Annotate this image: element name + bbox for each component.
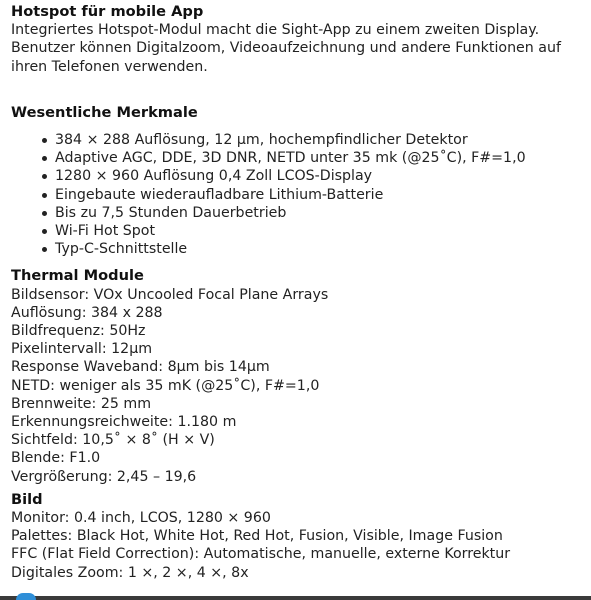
thermal-spec-line: NETD: weniger als 35 mK (@25˚C), F#=1,0 xyxy=(11,377,320,394)
thermal-spec-line: Response Waveband: 8μm bis 14μm xyxy=(11,359,270,376)
features-list-item: 384 × 288 Auflösung, 12 μm, hochempfindlicher Detektor xyxy=(55,131,583,149)
bild-spec-line: Palettes: Black Hot, White Hot, Red Hot, Fusion, Visible, Image Fusion xyxy=(11,528,503,545)
bild-spec-line: FFC (Flat Field Correction): Automatische, manuelle, externe Korrektur xyxy=(11,546,511,563)
bottom-bar xyxy=(0,596,591,600)
bild-heading: Bild xyxy=(11,490,43,508)
features-list-item: Wi-Fi Hot Spot xyxy=(55,222,583,240)
thermal-spec-line: Blende: F1.0 xyxy=(11,450,101,467)
features-list xyxy=(11,131,583,258)
thermal-spec-line: Brennweite: 25 mm xyxy=(11,395,152,412)
chat-widget-icon[interactable] xyxy=(16,593,36,600)
thermal-spec-line: Vergrößerung: 2,45 – 19,6 xyxy=(11,468,197,485)
thermal-spec-line: Auflösung: 384 x 288 xyxy=(11,304,163,321)
features-list-item: 1280 × 960 Auflösung 0,4 Zoll LCOS-Display xyxy=(55,167,583,185)
features-heading: Wesentliche Merkmale xyxy=(11,103,198,121)
spacer xyxy=(11,258,583,267)
thermal-spec-line: Pixelintervall: 12μm xyxy=(11,341,153,358)
spacer xyxy=(11,76,583,104)
product-description xyxy=(11,3,583,582)
bild-spec-line: Digitales Zoom: 1 ×, 2 ×, 4 ×, 8x xyxy=(11,564,249,581)
thermal-spec-line: Bildsensor: VOx Uncooled Focal Plane Arrays xyxy=(11,286,329,303)
features-list-item: Adaptive AGC, DDE, 3D DNR, NETD unter 35 mk (@25˚C), F#=1,0 xyxy=(55,149,583,167)
hotspot-heading: Hotspot für mobile App xyxy=(11,3,204,20)
thermal-spec-line: Bildfrequenz: 50Hz xyxy=(11,323,146,340)
features-list-item: Bis zu 7,5 Stunden Dauerbetrieb xyxy=(55,204,583,222)
bild-spec-line: Monitor: 0.4 inch, LCOS, 1280 × 960 xyxy=(11,510,271,527)
spacer xyxy=(11,122,583,131)
thermal-spec-line: Sichtfeld: 10,5˚ × 8˚ (H × V) xyxy=(11,432,215,449)
thermal-spec-line: Erkennungsreichweite: 1.180 m xyxy=(11,414,237,431)
hotspot-text: Integriertes Hotspot-Modul macht die Sight-App zu einem zweiten Display. Benutzer können Digitalzoom, Videoaufzeichnung und andere Funktionen auf ihren Telefonen verwenden. xyxy=(11,22,561,75)
thermal-heading: Thermal Module xyxy=(11,267,144,285)
features-list-item: Typ-C-Schnittstelle xyxy=(55,240,583,258)
features-list-item: Eingebaute wiederaufladbare Lithium-Batterie xyxy=(55,186,583,204)
